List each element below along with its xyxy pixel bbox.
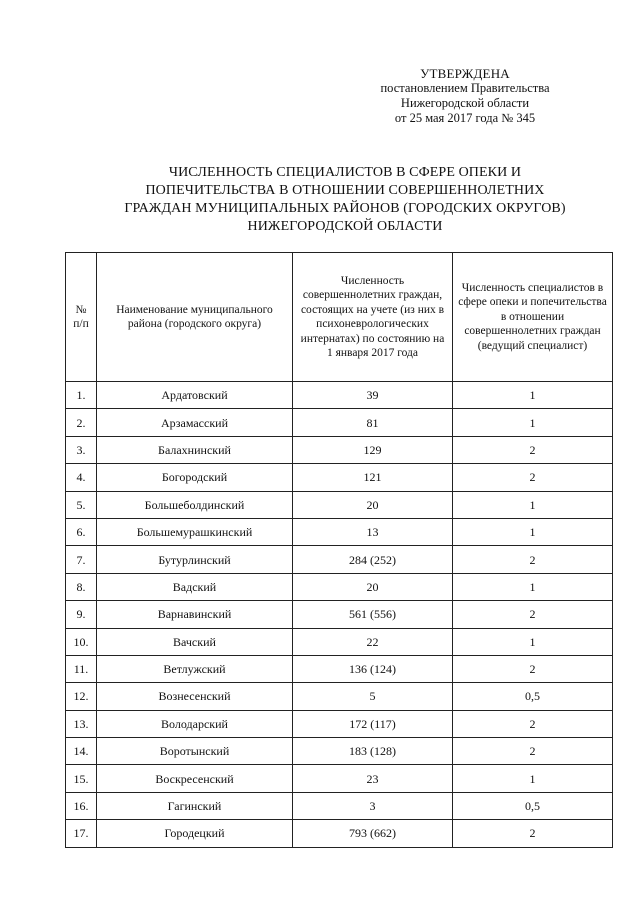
citizens-count-cell: 136 (124): [293, 655, 453, 682]
specialists-count-cell: 2: [453, 655, 613, 682]
table-row: [66, 491, 613, 518]
district-name-cell: Володарский: [97, 710, 293, 737]
table-row: [66, 765, 613, 792]
district-name-cell: Вачский: [97, 628, 293, 655]
table-row: [66, 464, 613, 491]
citizens-count-cell: 172 (117): [293, 710, 453, 737]
specialists-count-cell: 1: [453, 409, 613, 436]
title-line: ПОПЕЧИТЕЛЬСТВА В ОТНОШЕНИИ СОВЕРШЕННОЛЕТНИХ: [145, 183, 545, 198]
citizens-count-cell: 22: [293, 628, 453, 655]
district-name-cell: Воротынский: [97, 738, 293, 765]
district-name-cell: Вадский: [97, 573, 293, 600]
citizens-count-cell: 129: [293, 436, 453, 463]
specialists-table: [65, 252, 613, 848]
header-number: № п/п: [66, 253, 97, 382]
approval-line: постановлением Правительства: [380, 81, 550, 95]
row-number-cell: 2.: [66, 409, 97, 436]
citizens-count-cell: 5: [293, 683, 453, 710]
specialists-count-cell: 2: [453, 436, 613, 463]
citizens-count-cell: 793 (662): [293, 820, 453, 847]
specialists-count-cell: 2: [453, 710, 613, 737]
citizens-count-cell: 561 (556): [293, 601, 453, 628]
district-name-cell: Арзамасский: [97, 409, 293, 436]
table-row: [66, 601, 613, 628]
document-title: [100, 164, 590, 236]
row-number-cell: 4.: [66, 464, 97, 491]
header-specialists-count: Численность специалистов в сфере опеки и попечительства в отношении совершеннолетних граждан (ведущий специалист): [453, 253, 613, 382]
table-row: [66, 518, 613, 545]
citizens-count-cell: 183 (128): [293, 738, 453, 765]
table-row: [66, 436, 613, 463]
row-number-cell: 12.: [66, 683, 97, 710]
row-number-cell: 9.: [66, 601, 97, 628]
specialists-count-cell: 1: [453, 491, 613, 518]
header-district: Наименование муниципального района (городского округа): [97, 253, 293, 382]
specialists-count-cell: 0,5: [453, 683, 613, 710]
citizens-count-cell: 39: [293, 382, 453, 409]
specialists-count-cell: 2: [453, 601, 613, 628]
specialists-count-cell: 2: [453, 738, 613, 765]
district-name-cell: Варнавинский: [97, 601, 293, 628]
district-name-cell: Ардатовский: [97, 382, 293, 409]
table-row: [66, 792, 613, 819]
citizens-count-cell: 3: [293, 792, 453, 819]
table-row: [66, 382, 613, 409]
row-number-cell: 17.: [66, 820, 97, 847]
specialists-count-cell: 2: [453, 546, 613, 573]
specialists-count-cell: 0,5: [453, 792, 613, 819]
citizens-count-cell: 284 (252): [293, 546, 453, 573]
specialists-count-cell: 1: [453, 518, 613, 545]
citizens-count-cell: 121: [293, 464, 453, 491]
table-body: [66, 382, 613, 848]
row-number-cell: 11.: [66, 655, 97, 682]
district-name-cell: Вознесенский: [97, 683, 293, 710]
row-number-cell: 13.: [66, 710, 97, 737]
title-line: НИЖЕГОРОДСКОЙ ОБЛАСТИ: [247, 219, 443, 234]
row-number-cell: 1.: [66, 382, 97, 409]
district-name-cell: Городецкий: [97, 820, 293, 847]
citizens-count-cell: 81: [293, 409, 453, 436]
district-name-cell: Гагинский: [97, 792, 293, 819]
approval-stamp: [370, 66, 560, 126]
header-citizens-count: Численность совершеннолетних граждан, состоящих на учете (из них в психоневрологических интернатах) по состоянию на 1 января 2017 года: [293, 253, 453, 382]
table-row: [66, 683, 613, 710]
specialists-count-cell: 2: [453, 464, 613, 491]
title-line: ЧИСЛЕННОСТЬ СПЕЦИАЛИСТОВ В СФЕРЕ ОПЕКИ И: [168, 165, 522, 180]
row-number-cell: 7.: [66, 546, 97, 573]
specialists-count-cell: 1: [453, 573, 613, 600]
district-name-cell: Балахнинский: [97, 436, 293, 463]
table-row: [66, 546, 613, 573]
citizens-count-cell: 23: [293, 765, 453, 792]
row-number-cell: 15.: [66, 765, 97, 792]
table-row: [66, 628, 613, 655]
table-row: [66, 820, 613, 847]
table-row: [66, 738, 613, 765]
specialists-count-cell: 1: [453, 382, 613, 409]
specialists-count-cell: 1: [453, 628, 613, 655]
table-row: [66, 710, 613, 737]
row-number-cell: 16.: [66, 792, 97, 819]
row-number-cell: 8.: [66, 573, 97, 600]
specialists-count-cell: 2: [453, 820, 613, 847]
row-number-cell: 14.: [66, 738, 97, 765]
approval-line: Нижегородской области: [400, 96, 530, 110]
title-line: ГРАЖДАН МУНИЦИПАЛЬНЫХ РАЙОНОВ (ГОРОДСКИХ ОКРУГОВ): [124, 201, 566, 216]
approval-heading: УТВЕРЖДЕНА: [420, 66, 510, 81]
row-number-cell: 10.: [66, 628, 97, 655]
table-header-row: [66, 253, 613, 382]
district-name-cell: Воскресенский: [97, 765, 293, 792]
district-name-cell: Богородский: [97, 464, 293, 491]
citizens-count-cell: 20: [293, 573, 453, 600]
specialists-count-cell: 1: [453, 765, 613, 792]
row-number-cell: 3.: [66, 436, 97, 463]
row-number-cell: 6.: [66, 518, 97, 545]
approval-line: от 25 мая 2017 года № 345: [394, 111, 536, 125]
citizens-count-cell: 13: [293, 518, 453, 545]
district-name-cell: Бутурлинский: [97, 546, 293, 573]
district-name-cell: Ветлужский: [97, 655, 293, 682]
citizens-count-cell: 20: [293, 491, 453, 518]
table-row: [66, 655, 613, 682]
row-number-cell: 5.: [66, 491, 97, 518]
district-name-cell: Большемурашкинский: [97, 518, 293, 545]
table-row: [66, 573, 613, 600]
district-name-cell: Большеболдинский: [97, 491, 293, 518]
table-row: [66, 409, 613, 436]
